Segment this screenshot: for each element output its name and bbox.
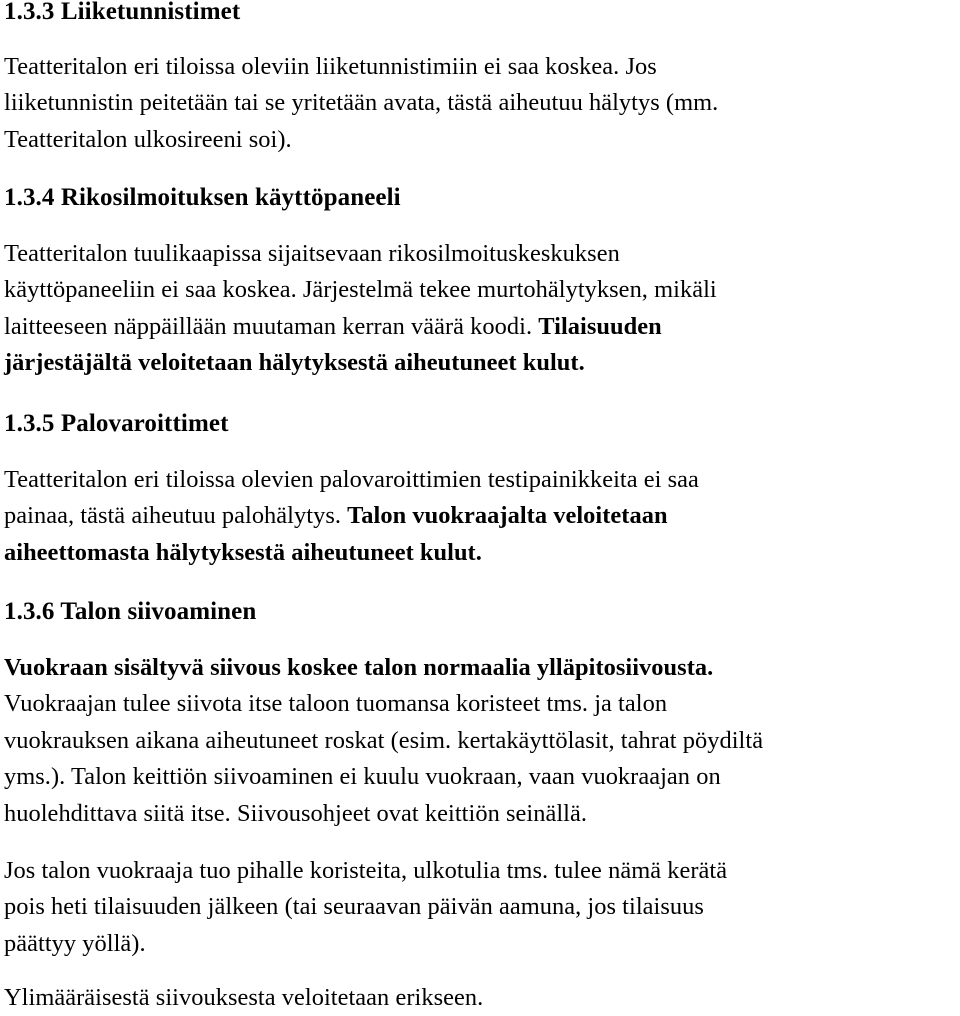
text-line: Teatteritalon eri tiloissa oleviin liiketunnistimiin ei saa koskea. Jos xyxy=(4,53,657,80)
text-line: Ylimääräisestä siivouksesta veloitetaan erikseen. xyxy=(4,984,484,1011)
text-bold: Talon vuokraajalta veloitetaan xyxy=(347,502,668,530)
text-normal: laitteeseen näppäillään muutaman kerran väärä koodi. xyxy=(4,312,539,340)
text-line: päättyy yöllä). xyxy=(4,929,146,957)
text-line-bold: järjestäjältä veloitetaan hälytyksestä aiheutuneet kulut. xyxy=(4,349,585,377)
text-line: pois heti tilaisuuden jälkeen (tai seuraavan päivän aamuna, jos tilaisuus xyxy=(4,893,704,921)
paragraph-talon-siivoaminen xyxy=(4,650,763,832)
text-line: Vuokraajan tulee siivota itse taloon tuomansa koristeet tms. ja talon xyxy=(4,690,668,718)
text-line: Teatteritalon eri tiloissa olevien palovaroittimien testipainikkeita ei saa xyxy=(4,466,699,493)
paragraph-palovaroittimet xyxy=(4,462,699,571)
text-line: Jos talon vuokraaja tuo pihalle koristeita, ulkotulia tms. tulee nämä kerätä xyxy=(4,857,728,884)
paragraph-rikosilmoituksen-kayttopaneeli xyxy=(4,236,717,382)
heading-rikosilmoituksen-kayttopaneeli: 1.3.4 Rikosilmoituksen käyttöpaneeli xyxy=(4,184,401,211)
heading-palovaroittimet: 1.3.5 Palovaroittimet xyxy=(4,410,229,437)
text-line: Teatteritalon ulkosireeni soi). xyxy=(4,125,292,153)
text-line: yms.). Talon keittiön siivoaminen ei kuulu vuokraan, vaan vuokraajan on xyxy=(4,763,721,791)
paragraph-liiketunnistimet xyxy=(4,49,718,158)
heading-talon-siivoaminen: 1.3.6 Talon siivoaminen xyxy=(4,598,257,625)
text-line: käyttöpaneeliin ei saa koskea. Järjestelmä tekee murtohälytyksen, mikäli xyxy=(4,276,717,304)
text-line-bold: Vuokraan sisältyvä siivous koskee talon normaalia ylläpitosiivousta. xyxy=(4,654,714,681)
text-line xyxy=(4,498,699,534)
text-line-bold: aiheettomasta hälytyksestä aiheutuneet kulut. xyxy=(4,538,482,566)
paragraph-pihan-koristeet xyxy=(4,853,727,962)
text-line: Teatteritalon tuulikaapissa sijaitsevaan rikosilmoituskeskuksen xyxy=(4,240,620,267)
text-line: huolehdittava siitä itse. Siivousohjeet ovat keittiön seinällä. xyxy=(4,799,587,827)
text-bold: Tilaisuuden xyxy=(538,312,662,340)
text-normal: painaa, tästä aiheutuu palohälytys. xyxy=(4,502,348,530)
heading-liiketunnistimet: 1.3.3 Liiketunnistimet xyxy=(4,0,241,25)
text-line xyxy=(4,309,717,345)
paragraph-ylimaarainen-siivous xyxy=(4,980,483,1016)
text-line: vuokrauksen aikana aiheutuneet roskat (esim. kertakäyttölasit, tahrat pöydiltä xyxy=(4,726,764,754)
text-line: liiketunnistin peitetään tai se yritetään avata, tästä aiheutuu hälytys (mm. xyxy=(4,89,719,117)
